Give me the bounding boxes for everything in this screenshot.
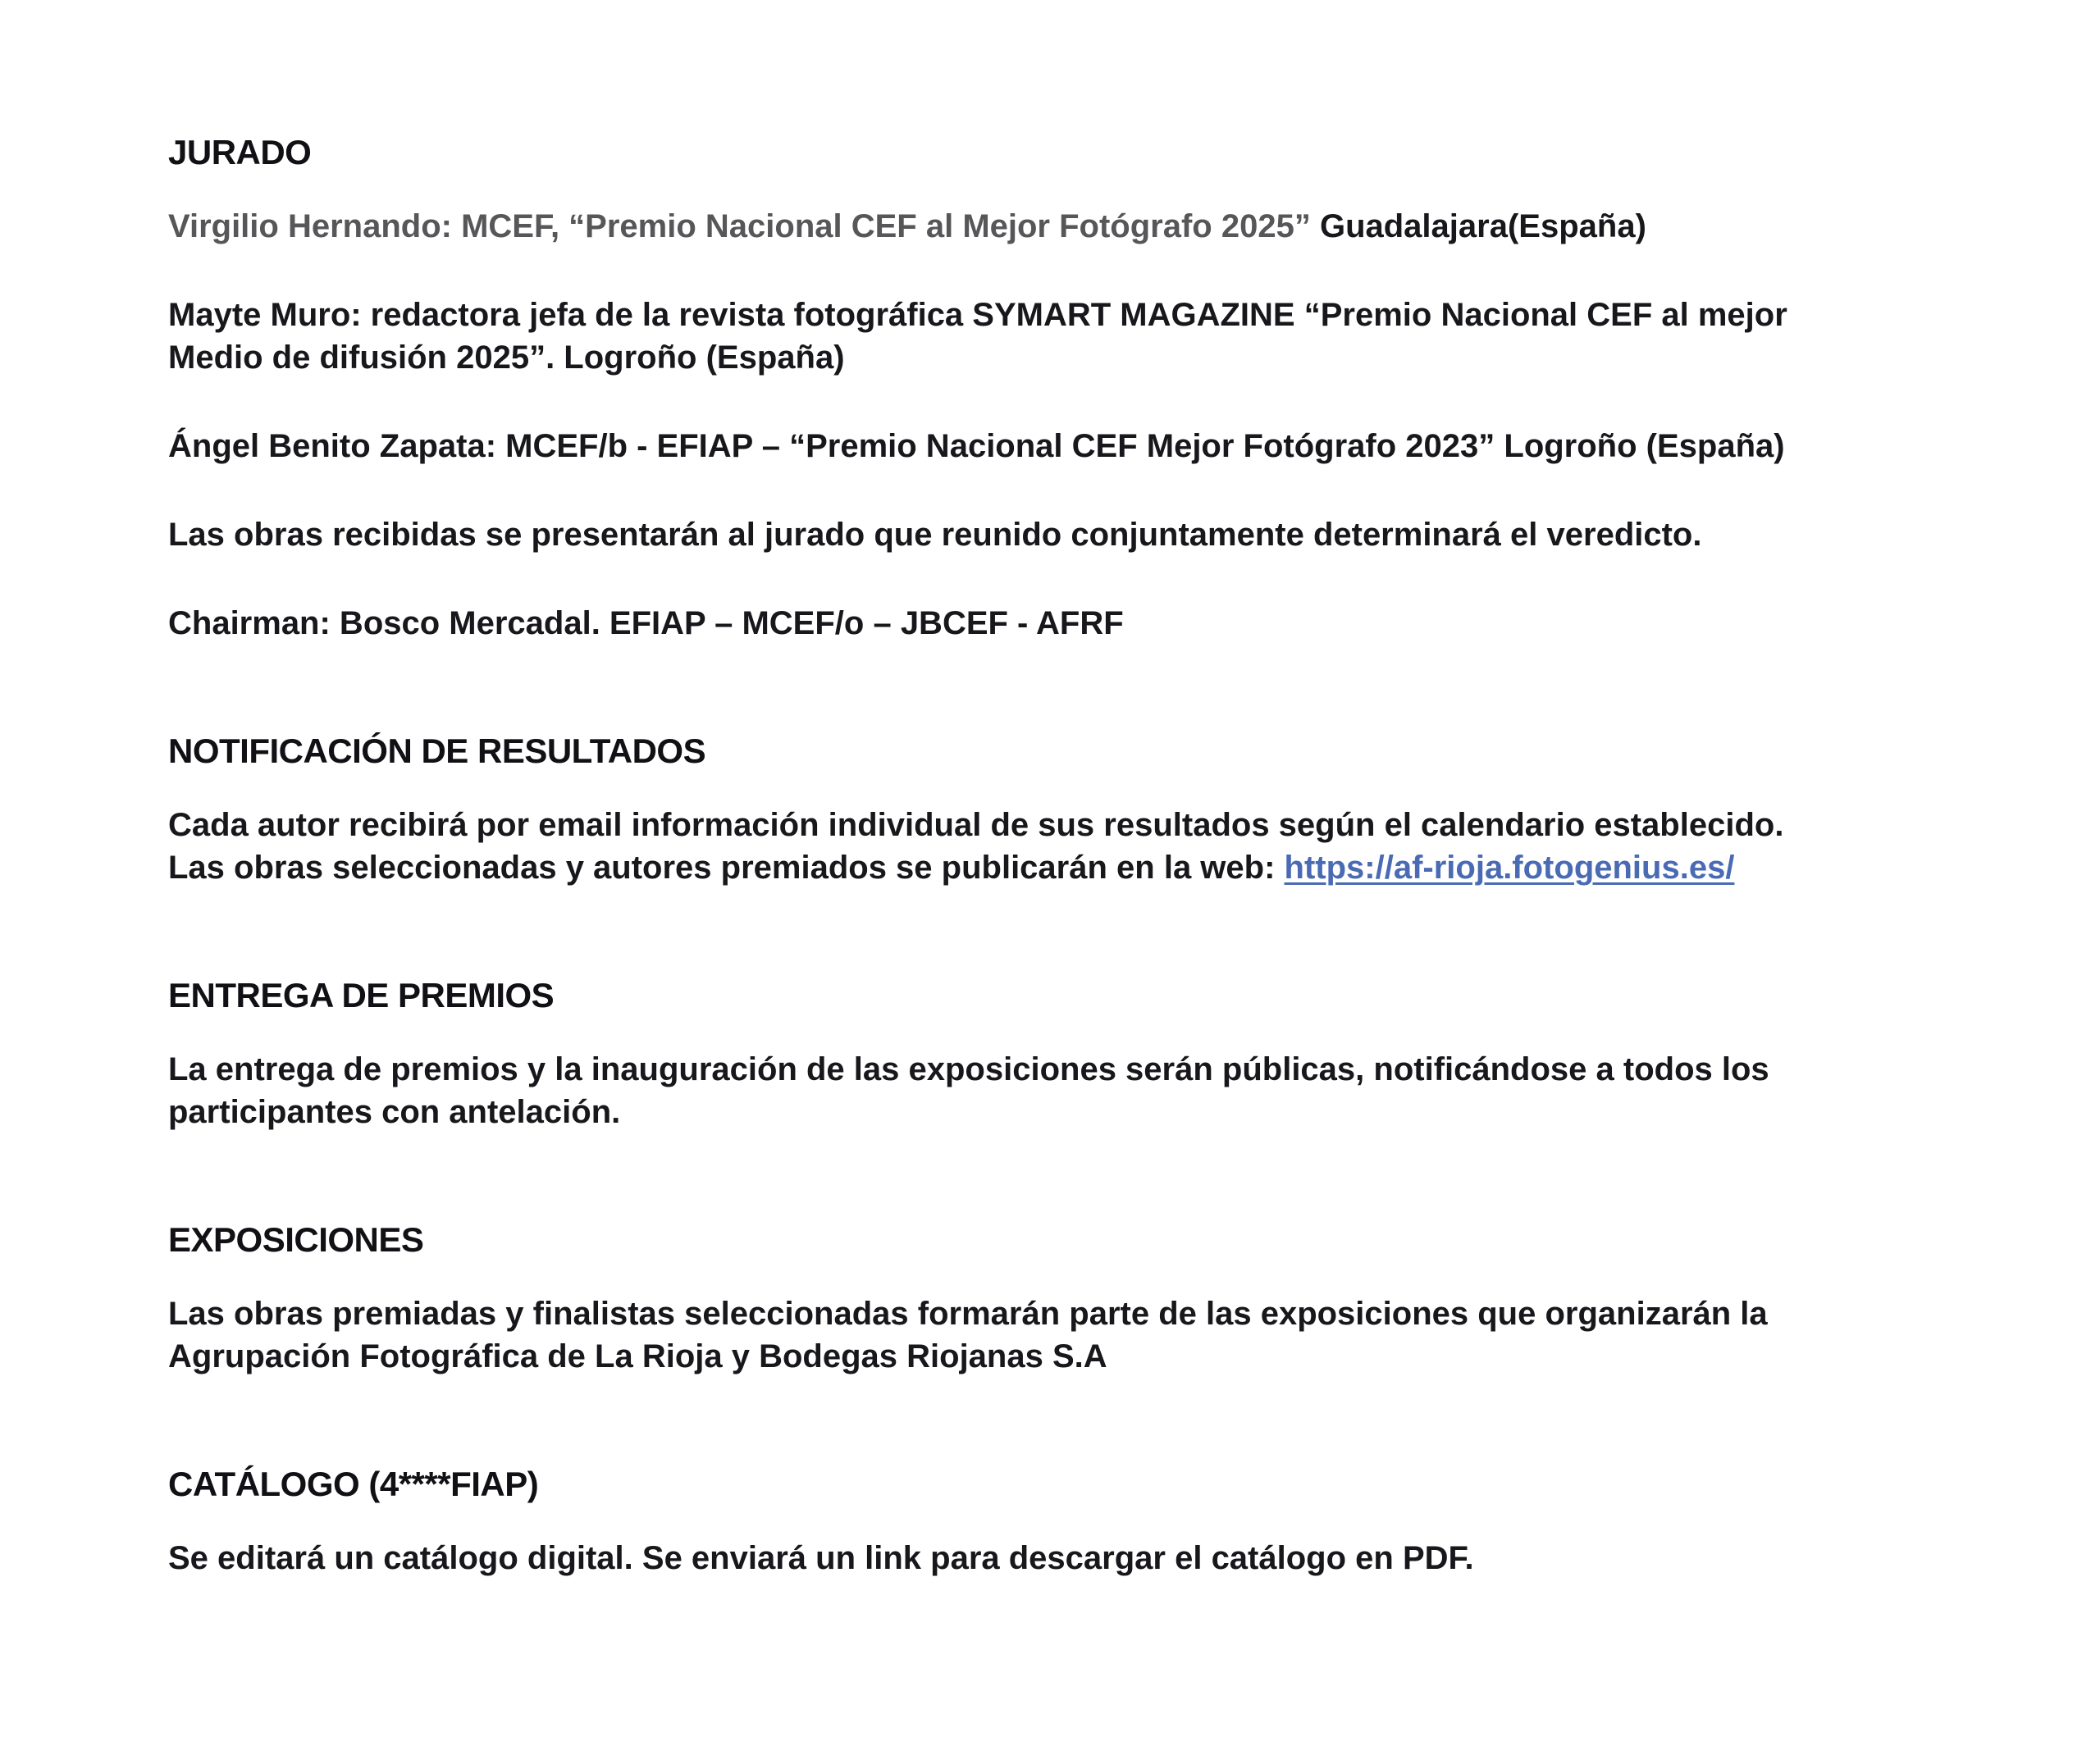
paragraph-entrega-premios [168, 1048, 1977, 1133]
section-entrega-premios [168, 935, 1977, 1133]
text-line: Medio de difusión 2025”. Logroño (España) [168, 340, 845, 376]
text-line: Se editará un catálogo digital. Se enviará un link para descargar el catálogo en PDF. [168, 1540, 1474, 1576]
paragraph-exposiciones [168, 1292, 1977, 1378]
section-jurado [168, 131, 1977, 645]
paragraph-jury-member-1 [168, 205, 1977, 248]
text-line: Las obras premiadas y finalistas seleccionadas formarán parte de las exposiciones que organizarán la [168, 1296, 1768, 1332]
section-heading-catalogo: CATÁLOGO (4****FIAP) [168, 1465, 539, 1503]
text-line: participantes con antelación. [168, 1094, 621, 1130]
paragraph-jury-member-3 [168, 425, 1977, 467]
text-line: La entrega de premios y la inauguración de las exposiciones serán públicas, notificándose a todos los [168, 1051, 1769, 1087]
section-heading-jurado: JURADO [168, 133, 312, 171]
paragraph-jury-member-2 [168, 294, 1977, 379]
paragraph-jury-procedure [168, 513, 1977, 556]
text-line [168, 205, 1977, 248]
text-line: Mayte Muro: redactora jefa de la revista fotográfica SYMART MAGAZINE “Premio Nacional CEF al mejor [168, 297, 1787, 333]
text-line: Ángel Benito Zapata: MCEF/b - EFIAP – “Premio Nacional CEF Mejor Fotógrafo 2023” Logroño (España) [168, 428, 1785, 464]
section-notificacion [168, 691, 1977, 889]
paragraph-notificacion [168, 804, 1977, 889]
results-website-link[interactable]: https://af-rioja.fotogenius.es/ [1284, 850, 1735, 886]
section-catalogo [168, 1424, 1977, 1579]
text-run-jury1-title: Virgilio Hernando: MCEF, “Premio Nacional CEF al Mejor Fotógrafo 2025” [168, 208, 1311, 244]
text-run-web-intro: Las obras seleccionadas y autores premiados se publicarán en la web: [168, 850, 1285, 886]
text-line: Chairman: Bosco Mercadal. EFIAP – MCEF/o – JBCEF - AFRF [168, 605, 1124, 641]
paragraph-catalogo [168, 1537, 1977, 1579]
section-heading-entrega-premios: ENTREGA DE PREMIOS [168, 976, 555, 1014]
section-heading-exposiciones: EXPOSICIONES [168, 1220, 424, 1259]
text-line: Agrupación Fotográfica de La Rioja y Bodegas Riojanas S.A [168, 1338, 1107, 1374]
section-exposiciones [168, 1179, 1977, 1378]
text-line: Las obras recibidas se presentarán al jurado que reunido conjuntamente determinará el veredicto. [168, 517, 1702, 553]
paragraph-chairman [168, 602, 1977, 645]
section-heading-notificacion: NOTIFICACIÓN DE RESULTADOS [168, 732, 706, 770]
text-line: Cada autor recibirá por email información individual de sus resultados según el calendario establecido. [168, 807, 1784, 843]
text-line [168, 846, 1977, 889]
text-run-jury1-location: Guadalajara(España) [1310, 208, 1646, 244]
